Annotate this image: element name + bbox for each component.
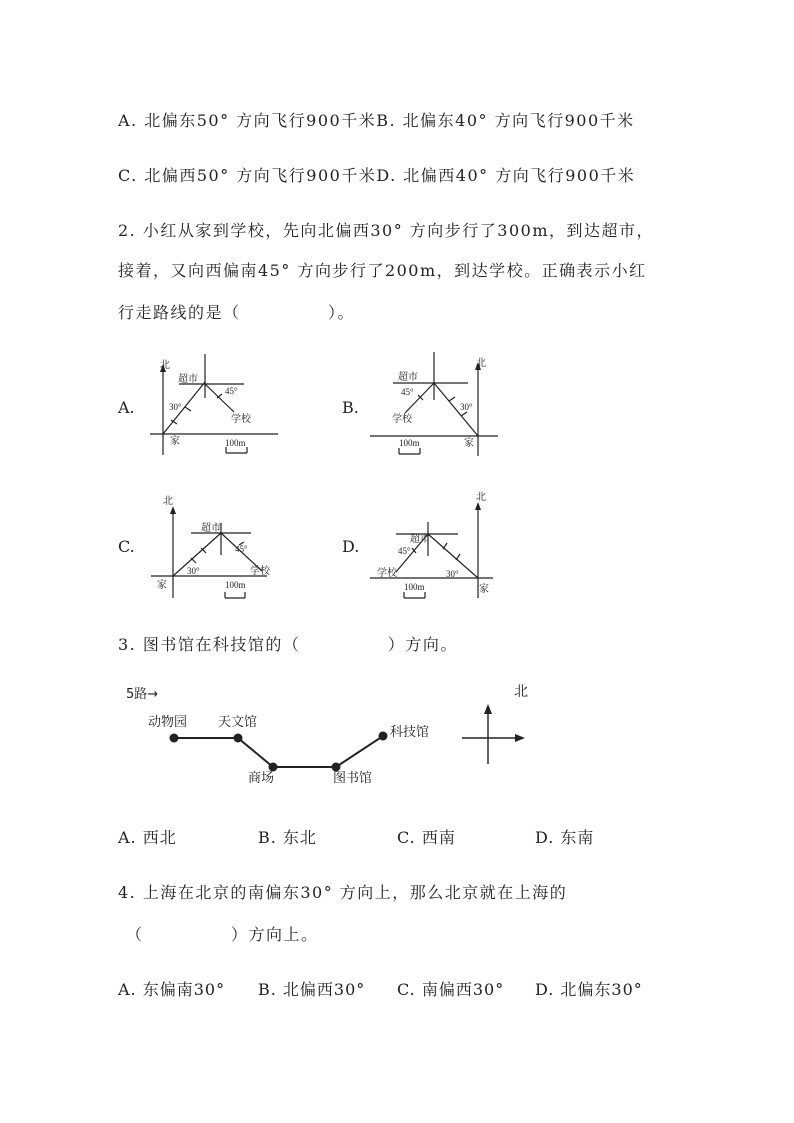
- q1-option-d[interactable]: D. 北偏西40° 方向飞行900千米: [376, 166, 636, 185]
- q1-option-b[interactable]: B. 北偏东40° 方向飞行900千米: [376, 111, 635, 130]
- compass-icon: [462, 704, 525, 764]
- scale-label: 100m: [404, 582, 425, 592]
- q4-stem-line-1: 4. 上海在北京的南偏东30° 方向上，那么北京就在上海的: [118, 883, 568, 902]
- q4-option-a[interactable]: A. 东偏南30°: [118, 980, 226, 999]
- market-label: 超市: [398, 372, 418, 383]
- q3-stem: 3. 图书馆在科技馆的（ ）方向。: [118, 635, 458, 654]
- market-label: 超市: [201, 523, 221, 534]
- north-label: 北: [160, 360, 170, 371]
- school-label: 学校: [392, 414, 412, 425]
- scale-label: 100m: [399, 438, 420, 448]
- q2-diagram-a[interactable]: [145, 350, 285, 460]
- market-label: 超市: [178, 374, 198, 385]
- sci-museum-point: [379, 732, 388, 741]
- q3-option-b[interactable]: B. 东北: [258, 828, 317, 847]
- home-label: 家: [464, 438, 474, 449]
- q3-option-d[interactable]: D. 东南: [535, 828, 595, 847]
- library-label: 图书馆: [333, 771, 373, 786]
- q3-option-a[interactable]: A. 西北: [118, 828, 177, 847]
- q3-option-c[interactable]: C. 西南: [397, 828, 456, 847]
- q4-option-c[interactable]: C. 南偏西30°: [397, 980, 505, 999]
- north-label: 北: [514, 684, 528, 700]
- q2-stem-line-3: 行走路线的是（ ）。: [118, 303, 356, 322]
- planetarium-label: 天文馆: [218, 715, 258, 730]
- school-label: 学校: [250, 566, 270, 577]
- school-label: 学校: [231, 414, 251, 425]
- q2-option-a-label[interactable]: A.: [118, 398, 135, 417]
- q4-stem-line-2: （ ）方向上。: [126, 925, 319, 944]
- q2-option-b-label[interactable]: B.: [342, 398, 359, 417]
- home-label: 家: [170, 436, 180, 447]
- angle-30-label: 30°: [169, 402, 182, 412]
- mall-label: 商场: [248, 771, 275, 786]
- school-label: 学校: [377, 568, 397, 579]
- q2-diagram-c[interactable]: [145, 490, 285, 600]
- q1-options-row-1: [118, 108, 635, 131]
- home-label: 家: [479, 584, 489, 595]
- market-label: 超市: [410, 534, 430, 545]
- zoo-label: 动物园: [148, 715, 188, 730]
- q2-stem-line-2: 接着，又向西偏南45° 方向步行了200m，到达学校。正确表示小红: [118, 261, 647, 280]
- angle-30-label: 30°: [460, 402, 473, 412]
- angle-30-label: 30°: [446, 569, 459, 579]
- q2-option-d-label[interactable]: D.: [342, 537, 360, 556]
- q1-options-row-2: [118, 163, 635, 186]
- q2-stem-line-1: 2. 小红从家到学校，先向北偏西30° 方向步行了300m，到达超市，: [118, 221, 655, 240]
- route-label: 5路→: [126, 687, 159, 702]
- q1-option-a[interactable]: A. 北偏东50° 方向飞行900千米: [118, 111, 377, 130]
- angle-30-label: 30°: [187, 566, 200, 576]
- q1-option-c[interactable]: C. 北偏西50° 方向飞行900千米: [118, 166, 377, 185]
- q2-option-c-label[interactable]: C.: [118, 537, 135, 556]
- north-label: 北: [476, 492, 486, 503]
- angle-45-label: 45°: [225, 386, 238, 396]
- q4-option-b[interactable]: B. 北偏西30°: [258, 980, 366, 999]
- zoo-point: [170, 734, 179, 743]
- north-label: 北: [163, 496, 173, 507]
- q3-route-map: [118, 678, 538, 790]
- scale-label: 100m: [225, 438, 246, 448]
- q2-diagram-d[interactable]: [368, 490, 508, 600]
- sci-museum-label: 科技馆: [390, 725, 430, 740]
- q4-option-d[interactable]: D. 北偏东30°: [535, 980, 643, 999]
- angle-45-label: 45°: [401, 387, 414, 397]
- home-label: 家: [157, 580, 167, 591]
- angle-45-label: 45°: [235, 544, 248, 554]
- scale-label: 100m: [225, 580, 246, 590]
- angle-45-label: 45°: [398, 546, 411, 556]
- q2-diagram-b[interactable]: [368, 350, 508, 460]
- planetarium-point: [234, 734, 243, 743]
- north-label: 北: [476, 358, 486, 369]
